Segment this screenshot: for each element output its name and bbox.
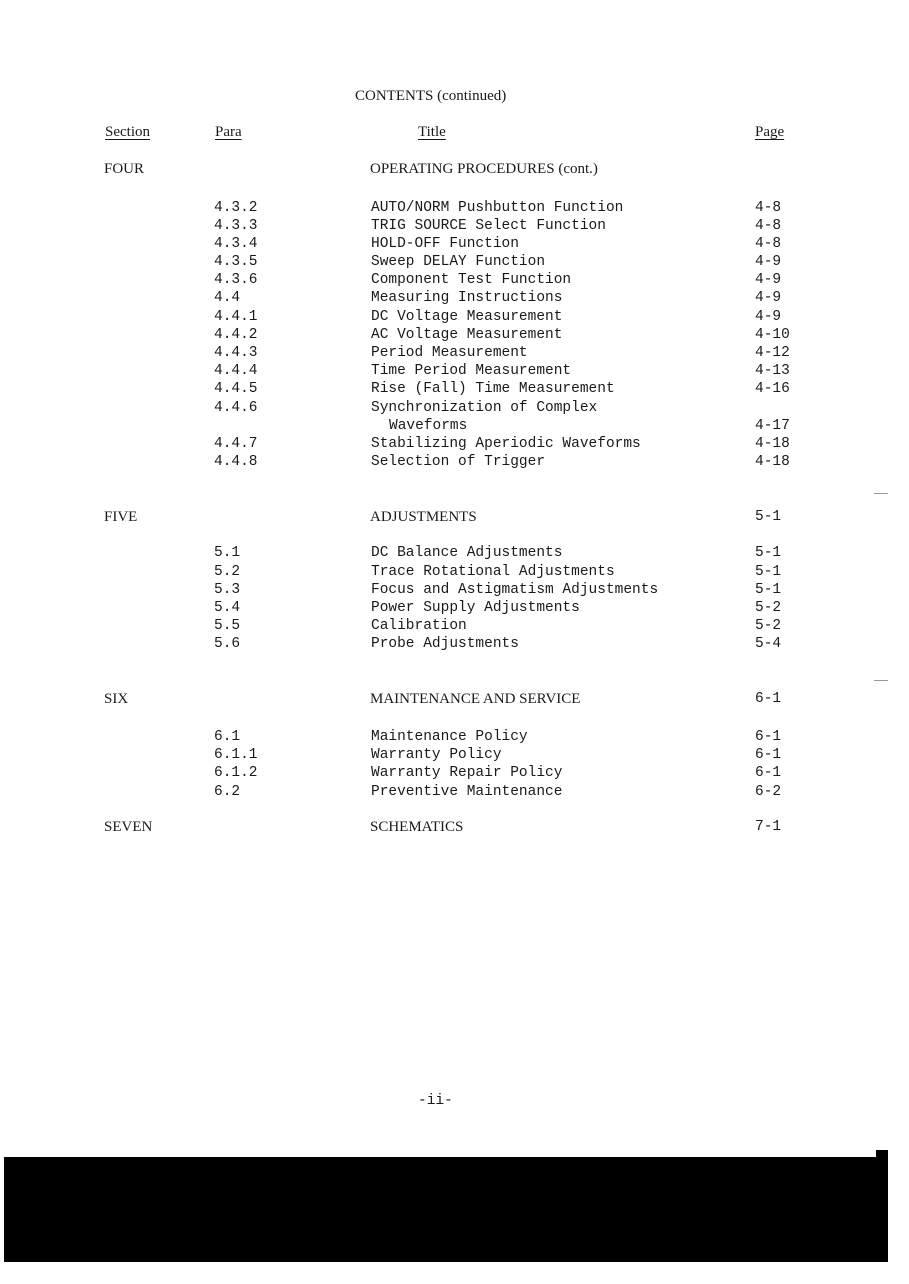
column-header-para: Para (215, 124, 242, 140)
section-title: SCHEMATICS (370, 819, 464, 835)
column-header-title: Title (418, 124, 446, 140)
page-title: CONTENTS (continued) (355, 88, 507, 104)
para-number: 5.5 (214, 618, 241, 634)
para-number: 5.6 (214, 636, 241, 652)
entry-title: DC Balance Adjustments (371, 545, 563, 561)
page-ref: 5-1 (755, 582, 782, 598)
para-number: 6.2 (214, 784, 241, 800)
section-title: OPERATING PROCEDURES (cont.) (370, 161, 598, 177)
para-number: 4.3.4 (214, 236, 258, 252)
entry-title: Stabilizing Aperiodic Waveforms (371, 436, 641, 452)
page-ref: 4-18 (755, 436, 790, 452)
entry-title: Sweep DELAY Function (371, 254, 546, 270)
section-label: SIX (104, 691, 129, 707)
page-ref: 6-1 (755, 729, 782, 745)
entry-title: Period Measurement (371, 345, 528, 361)
entry-title: Warranty Repair Policy (371, 765, 563, 781)
para-number: 4.4.8 (214, 454, 258, 470)
page-ref: 5-1 (755, 509, 782, 525)
entry-title: Preventive Maintenance (371, 784, 563, 800)
para-number: 4.4.7 (214, 436, 258, 452)
page-ref: 6-2 (755, 784, 782, 800)
page-ref: 6-1 (755, 747, 782, 763)
para-number: 4.4.6 (214, 400, 258, 416)
page-ref: 5-4 (755, 636, 782, 652)
entry-title: Measuring Instructions (371, 290, 563, 306)
entry-title: Component Test Function (371, 272, 572, 288)
section-title: ADJUSTMENTS (370, 509, 477, 525)
para-number: 5.4 (214, 600, 241, 616)
entry-title: Calibration (371, 618, 467, 634)
page-ref: 6-1 (755, 691, 782, 707)
entry-title: Warranty Policy (371, 747, 502, 763)
entry-title: Trace Rotational Adjustments (371, 564, 615, 580)
page-ref: 5-1 (755, 545, 782, 561)
page-ref: 6-1 (755, 765, 782, 781)
para-number: 6.1.1 (214, 747, 258, 763)
para-number: 6.1.2 (214, 765, 258, 781)
entry-title: Synchronization of Complex (371, 400, 598, 416)
margin-mark (874, 493, 888, 494)
page-ref: 4-12 (755, 345, 790, 361)
page-ref: 4-17 (755, 418, 790, 434)
entry-title: DC Voltage Measurement (371, 309, 563, 325)
page-ref: 5-2 (755, 600, 782, 616)
entry-title: AC Voltage Measurement (371, 327, 563, 343)
page-ref: 4-18 (755, 454, 790, 470)
para-number: 5.2 (214, 564, 241, 580)
entry-title: Waveforms (389, 418, 468, 434)
page-ref: 4-10 (755, 327, 790, 343)
page-ref: 4-8 (755, 236, 782, 252)
para-number: 5.3 (214, 582, 241, 598)
entry-title: Rise (Fall) Time Measurement (371, 381, 615, 397)
para-number: 4.3.6 (214, 272, 258, 288)
page-ref: 4-9 (755, 254, 782, 270)
page-number: -ii- (418, 1093, 453, 1109)
page-ref: 4-8 (755, 218, 782, 234)
para-number: 4.4.3 (214, 345, 258, 361)
para-number: 4.4 (214, 290, 241, 306)
page-ref: 4-16 (755, 381, 790, 397)
margin-mark (874, 680, 888, 681)
column-header-section: Section (105, 124, 150, 140)
entry-title: Time Period Measurement (371, 363, 572, 379)
page-ref: 4-9 (755, 309, 782, 325)
page-ref: 4-9 (755, 272, 782, 288)
entry-title: Focus and Astigmatism Adjustments (371, 582, 659, 598)
para-number: 4.4.1 (214, 309, 258, 325)
page-ref: 5-2 (755, 618, 782, 634)
para-number: 5.1 (214, 545, 241, 561)
entry-title: TRIG SOURCE Select Function (371, 218, 606, 234)
section-label: SEVEN (104, 819, 153, 835)
para-number: 4.3.3 (214, 218, 258, 234)
para-number: 6.1 (214, 729, 241, 745)
page-ref: 4-13 (755, 363, 790, 379)
entry-title: Probe Adjustments (371, 636, 519, 652)
para-number: 4.4.5 (214, 381, 258, 397)
column-header-page: Page (755, 124, 785, 140)
page-ref: 7-1 (755, 819, 782, 835)
section-label: FIVE (104, 509, 138, 525)
entry-title: Maintenance Policy (371, 729, 528, 745)
entry-title: Power Supply Adjustments (371, 600, 580, 616)
entry-title: HOLD-OFF Function (371, 236, 519, 252)
para-number: 4.4.4 (214, 363, 258, 379)
para-number: 4.3.2 (214, 200, 258, 216)
entry-title: AUTO/NORM Pushbutton Function (371, 200, 624, 216)
section-label: FOUR (104, 161, 145, 177)
scan-black-bar (4, 1157, 888, 1262)
section-title: MAINTENANCE AND SERVICE (370, 691, 581, 707)
page-ref: 5-1 (755, 564, 782, 580)
entry-title: Selection of Trigger (371, 454, 546, 470)
para-number: 4.4.2 (214, 327, 258, 343)
page-ref: 4-8 (755, 200, 782, 216)
page-ref: 4-9 (755, 290, 782, 306)
scan-black-bar-edge (876, 1150, 888, 1262)
para-number: 4.3.5 (214, 254, 258, 270)
